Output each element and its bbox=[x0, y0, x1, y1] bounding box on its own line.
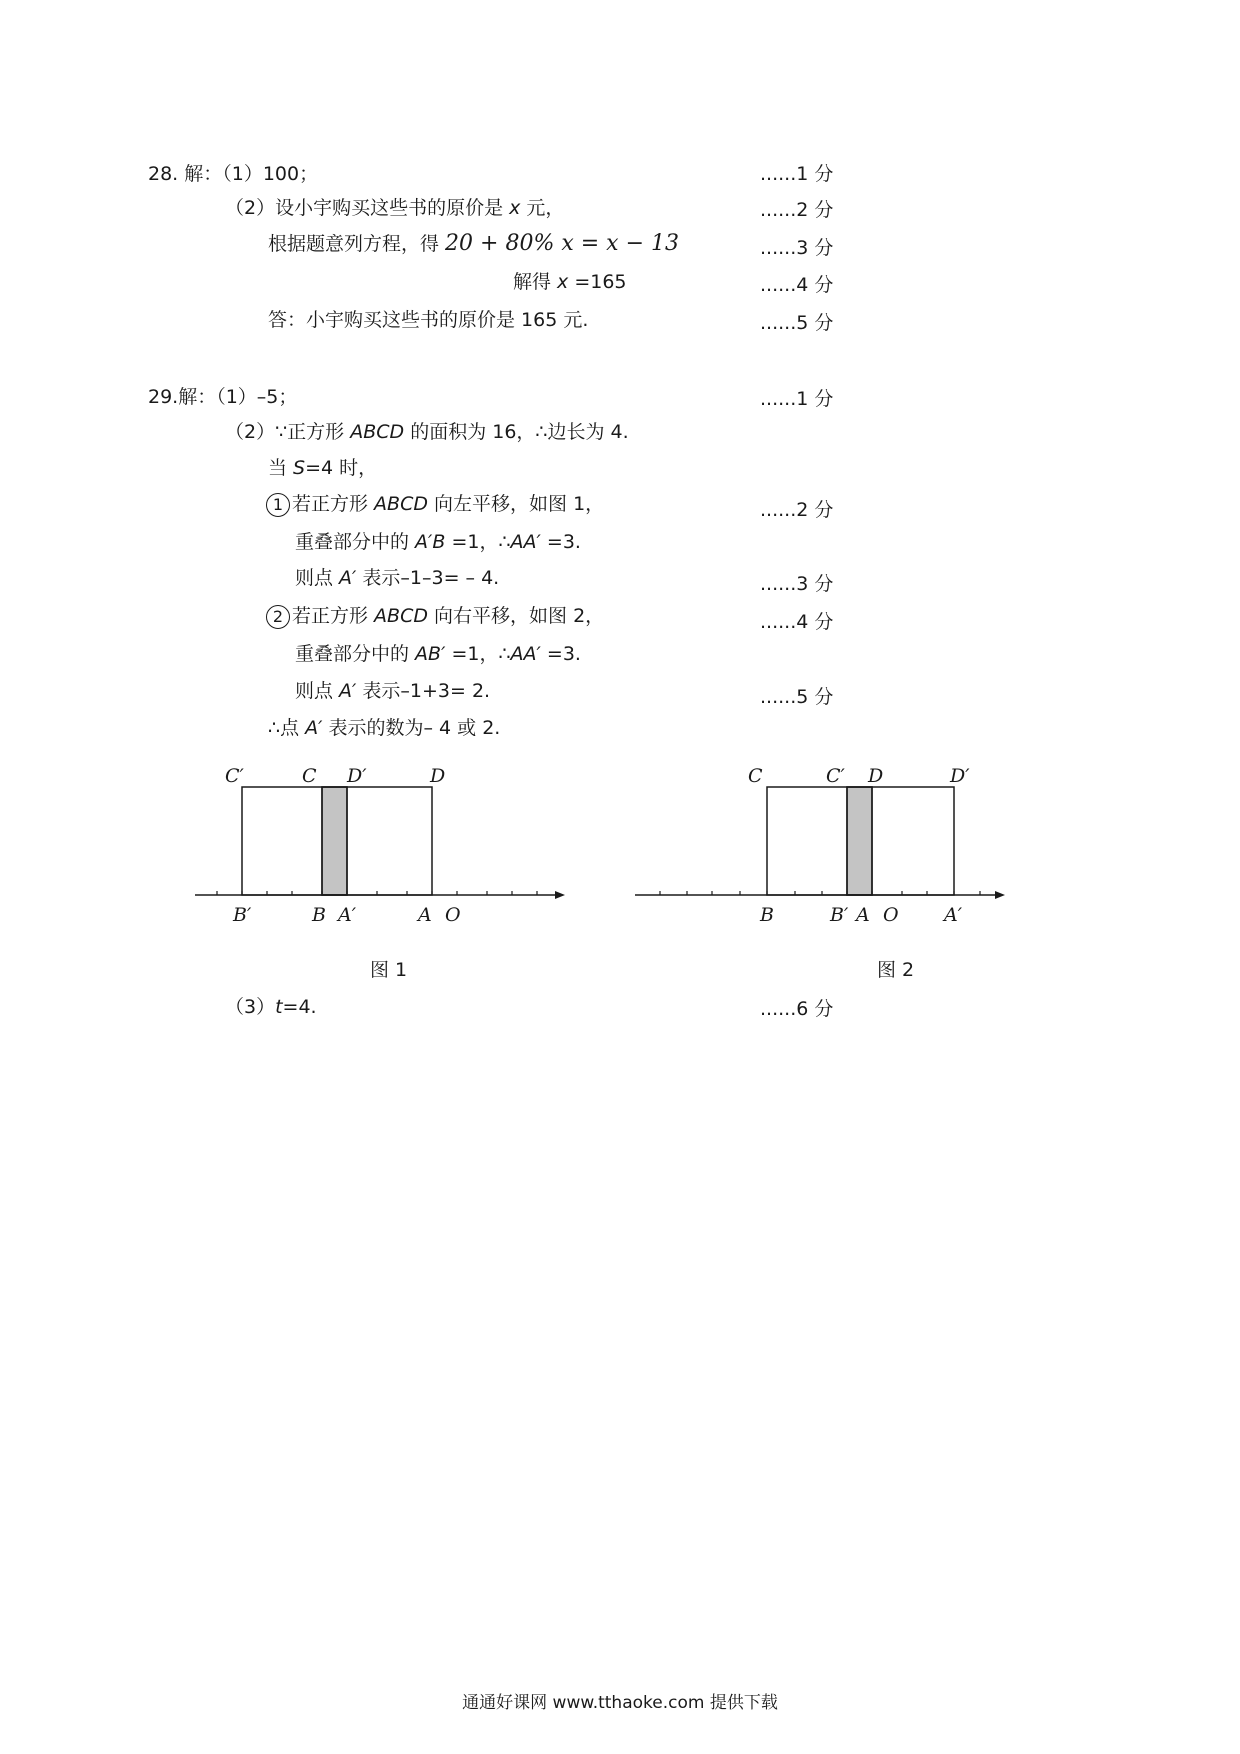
fig2-overlap-strip bbox=[847, 787, 872, 895]
q29-case1 bbox=[266, 492, 604, 517]
q29-part2-text: （2）∵正方形 bbox=[225, 421, 351, 443]
q29-case1-text-b: 向左平移，如图 1， bbox=[427, 493, 605, 515]
q29-overlap2-text-b: =1，∴ bbox=[445, 643, 511, 665]
fig1-label-d: D bbox=[430, 765, 446, 787]
q29-score-1: ......1 分 bbox=[760, 388, 834, 410]
q29-conclusion-value: 表示的数为– 4 或 2. bbox=[322, 717, 501, 739]
q29-overlap2-text: 重叠部分中的 bbox=[295, 643, 416, 665]
q28-solution-value: =165 bbox=[568, 271, 627, 293]
q29-when-text: 当 bbox=[268, 457, 294, 479]
figure-2 bbox=[630, 755, 1020, 925]
q29-point2-text: 则点 bbox=[295, 680, 340, 702]
q29-case2-text-b: 向右平移，如图 2， bbox=[427, 605, 605, 627]
fig1-label-c-prime: C′ bbox=[225, 765, 244, 787]
fig2-label-d-prime: D′ bbox=[950, 765, 970, 787]
q29-point2 bbox=[295, 679, 490, 703]
fig2-label-b: B bbox=[760, 904, 774, 925]
fig1-label-a-prime: A′ bbox=[338, 904, 357, 925]
q28-equation-line bbox=[268, 232, 679, 256]
q29-case2-text: 若正方形 bbox=[292, 605, 375, 627]
fig2-label-a: A bbox=[856, 904, 870, 925]
circled-number-2: 2 bbox=[266, 605, 290, 629]
q29-part2-text-b: 的面积为 16，∴边长为 4. bbox=[404, 421, 629, 443]
q29-part2 bbox=[225, 420, 629, 444]
q29-overlap1 bbox=[295, 530, 581, 554]
q29-head: 29.解：（1）–5； bbox=[148, 386, 298, 408]
q29-overlap2-value: =3. bbox=[540, 643, 581, 665]
q29-case2-square: ABCD bbox=[374, 605, 428, 627]
q29-score-3: ......3 分 bbox=[760, 573, 834, 595]
q29-part3-label: （3） bbox=[225, 996, 276, 1018]
q29-part3-value: =4. bbox=[282, 996, 317, 1018]
q29-overlap2-segment: AB′ bbox=[415, 643, 446, 665]
q29-point1-name: A′ bbox=[339, 567, 357, 589]
q28-score-5: ......5 分 bbox=[760, 312, 834, 334]
q28-solution bbox=[513, 270, 627, 294]
fig2-label-o: O bbox=[883, 904, 899, 925]
q29-conclusion-text: ∴点 bbox=[268, 717, 306, 739]
q28-solution-intro: 解得 bbox=[513, 271, 558, 293]
q29-point1-value: 表示–1–3= – 4. bbox=[356, 567, 500, 589]
circled-number-1: 1 bbox=[266, 493, 290, 517]
q28-equation: 20 + 80% x = x − 13 bbox=[445, 231, 680, 256]
q28-part2-label: （2） bbox=[225, 197, 276, 219]
q28-equation-intro: 根据题意列方程，得 bbox=[268, 233, 446, 255]
q29-point2-value: 表示–1+3= 2. bbox=[356, 680, 491, 702]
figure-1 bbox=[185, 755, 575, 925]
fig1-label-d-prime: D′ bbox=[347, 765, 367, 787]
fig1-label-a: A bbox=[418, 904, 432, 925]
q29-case1-text: 若正方形 bbox=[292, 493, 375, 515]
q29-case2 bbox=[266, 604, 604, 629]
q28-solution-var: x bbox=[557, 271, 569, 293]
q28-part2-unit: 元， bbox=[520, 197, 565, 219]
q29-point1 bbox=[295, 566, 499, 590]
q29-case1-square: ABCD bbox=[374, 493, 428, 515]
q29-var-t: t bbox=[275, 996, 283, 1018]
q29-score-5: ......5 分 bbox=[760, 686, 834, 708]
q29-overlap1-text-b: =1，∴ bbox=[445, 531, 511, 553]
q29-square-name: ABCD bbox=[350, 421, 405, 443]
q28-part2-text: 设小宇购买这些书的原价是 bbox=[275, 197, 510, 219]
page-footer: 通通好课网 www.tthaoke.com 提供下载 bbox=[462, 1693, 778, 1713]
q29-when-text-b: =4 时， bbox=[305, 457, 378, 479]
q29-overlap1-text: 重叠部分中的 bbox=[295, 531, 416, 553]
q28-part2 bbox=[225, 196, 564, 220]
fig2-label-b-prime: B′ bbox=[830, 904, 849, 925]
q28-score-1: ......1 分 bbox=[760, 163, 834, 185]
q29-score-4: ......4 分 bbox=[760, 611, 834, 633]
q28-answer: 答：小宇购买这些书的原价是 165 元. bbox=[268, 309, 589, 331]
q28-score-4: ......4 分 bbox=[760, 274, 834, 296]
fig2-label-d: D bbox=[868, 765, 884, 787]
fig2-caption: 图 2 bbox=[877, 959, 915, 981]
q29-score-2: ......2 分 bbox=[760, 499, 834, 521]
q29-conclusion-point: A′ bbox=[305, 717, 323, 739]
fig1-overlap-strip bbox=[322, 787, 347, 895]
fig1-label-b: B bbox=[312, 904, 326, 925]
fig2-label-a-prime: A′ bbox=[944, 904, 963, 925]
fig2-label-c-prime: C′ bbox=[826, 765, 845, 787]
q29-point1-text: 则点 bbox=[295, 567, 340, 589]
q28-var-x: x bbox=[509, 197, 521, 219]
q29-point2-name: A′ bbox=[339, 680, 357, 702]
q29-overlap1-segment: A′B bbox=[415, 531, 446, 553]
q29-part3 bbox=[225, 995, 317, 1019]
q29-overlap2-aa: AA′ bbox=[510, 643, 541, 665]
fig2-arrow-head bbox=[995, 891, 1005, 899]
q28-score-3: ......3 分 bbox=[760, 237, 834, 259]
fig1-caption: 图 1 bbox=[370, 959, 408, 981]
q29-overlap2 bbox=[295, 642, 581, 666]
fig2-label-c: C bbox=[748, 765, 763, 787]
q29-var-s: S bbox=[293, 457, 306, 479]
fig1-label-o: O bbox=[445, 904, 461, 925]
q29-conclusion bbox=[268, 716, 500, 740]
q29-when bbox=[268, 456, 377, 480]
q29-score-6: ......6 分 bbox=[760, 998, 834, 1020]
q29-overlap1-value: =3. bbox=[540, 531, 581, 553]
q28-score-2: ......2 分 bbox=[760, 199, 834, 221]
q28-head: 28. 解：（1）100； bbox=[148, 163, 319, 185]
fig1-arrow-head bbox=[555, 891, 565, 899]
q29-overlap1-aa: AA′ bbox=[510, 531, 541, 553]
fig1-label-b-prime: B′ bbox=[233, 904, 252, 925]
fig1-label-c: C bbox=[302, 765, 317, 787]
